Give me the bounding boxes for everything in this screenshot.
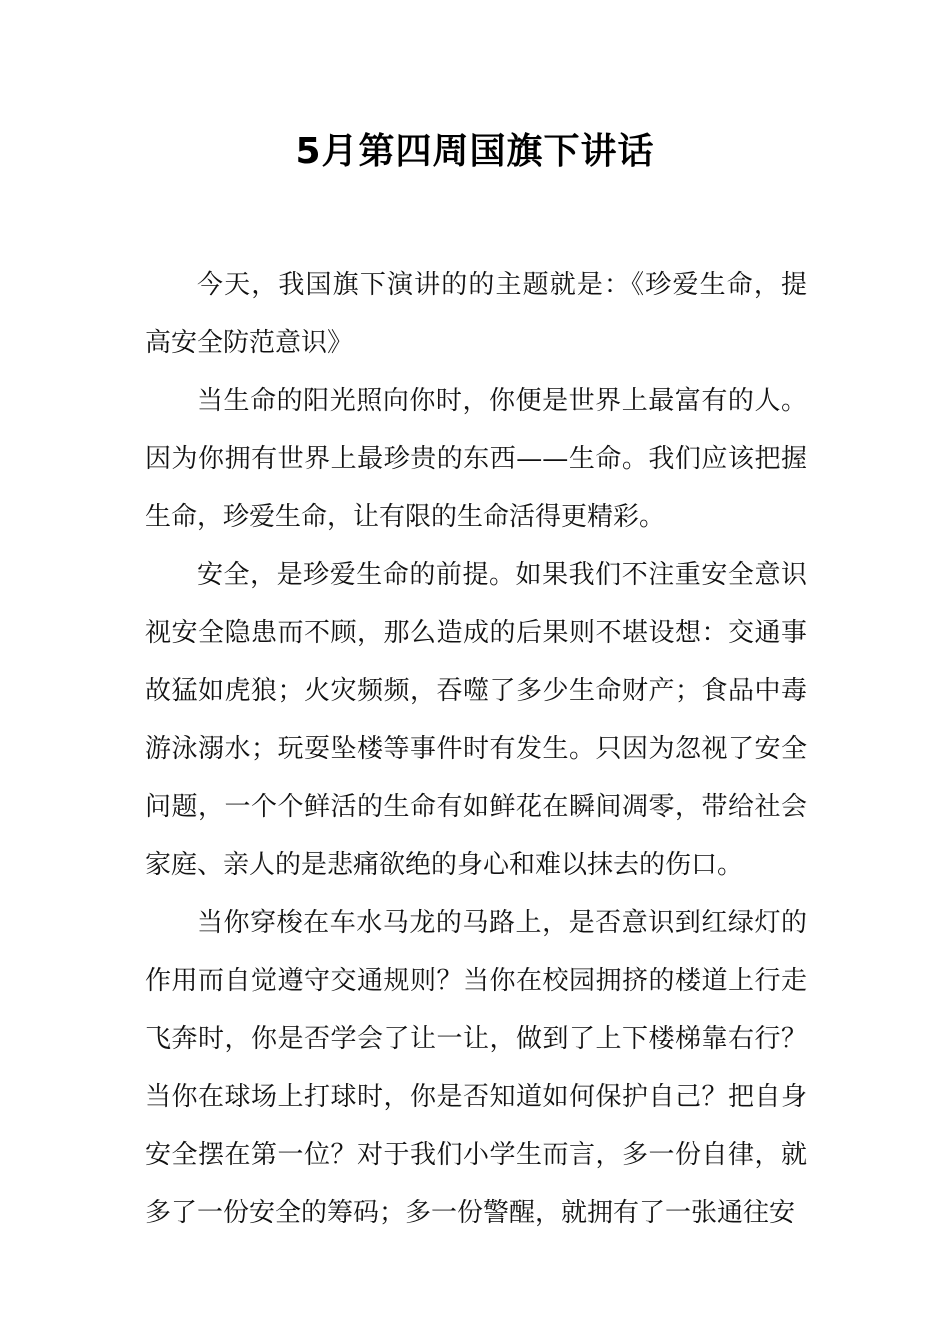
document-body	[145, 256, 807, 1242]
paragraph-3: 安全，是珍爱生命的前提。如果我们不注重安全意识视安全隐患而不顾，那么造成的后果则不堪设想：交通事故猛如虎狼；火灾频频，吞噬了多少生命财产；食品中毒游泳溺水；玩耍坠楼等事件时有发生。只因为忽视了安全问题，一个个鲜活的生命有如鲜花在瞬间凋零，带给社会家庭、亲人的是悲痛欲绝的身心和难以抹去的伤口。	[145, 560, 807, 880]
paragraph-2: 当生命的阳光照向你时，你便是世界上最富有的人。因为你拥有世界上最珍贵的东西——生命。我们应该把握生命，珍爱生命，让有限的生命活得更精彩。	[145, 386, 807, 532]
paragraph-1: 今天，我国旗下演讲的的主题就是：《珍爱生命，提高安全防范意识》	[145, 270, 807, 358]
page-title: 5月第四周国旗下讲话	[295, 131, 655, 172]
paragraph-4: 当你穿梭在车水马龙的马路上，是否意识到红绿灯的作用而自觉遵守交通规则？当你在校园拥挤的楼道上行走飞奔时，你是否学会了让一让，做到了上下楼梯靠右行？当你在球场上打球时，你是否知道如何保护自己？把自身安全摆在第一位？对于我们小学生而言，多一份自律，就多了一份安全的筹码；多一份警醒，就拥有了一张通往安	[145, 908, 807, 1228]
